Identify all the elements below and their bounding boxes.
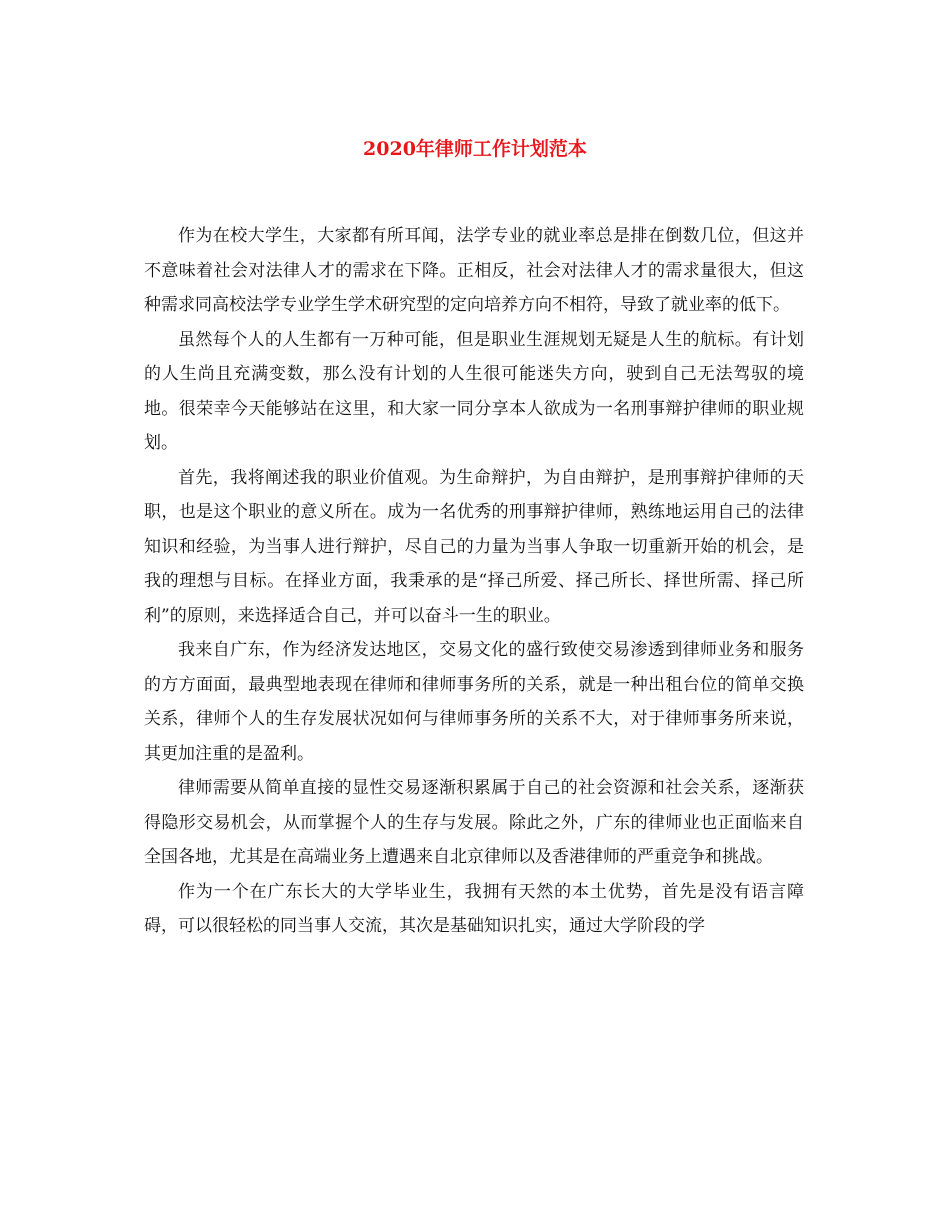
paragraph: 虽然每个人的人生都有一万种可能，但是职业生涯规划无疑是人生的航标。有计划的人生尚且充满变数，那么没有计划的人生很可能迷失方向，驶到自己无法驾驭的境地。很荣幸今天能够站在这里，和大家一同分享本人欲成为一名刑事辩护律师的职业规划。	[144, 329, 804, 453]
paragraph: 律师需要从简单直接的显性交易逐渐积累属于自己的社会资源和社会关系，逐渐获得隐形交易机会，从而掌握个人的生存与发展。除此之外，广东的律师业也正面临来自全国各地，尤其是在高端业务上遭遇来自北京律师以及香港律师的严重竞争和挑战。	[144, 778, 804, 867]
document-title: 2020年律师工作计划范本	[363, 138, 587, 160]
paragraph: 作为一个在广东长大的大学毕业生，我拥有天然的本土优势，首先是没有语言障碍，可以很轻松的同当事人交流，其次是基础知识扎实，通过大学阶段的学	[144, 881, 804, 936]
paragraph: 作为在校大学生，大家都有所耳闻，法学专业的就业率总是排在倒数几位，但这并不意味着社会对法律人才的需求在下降。正相反，社会对法律人才的需求量很大，但这种需求同高校法学专业学生学术研究型的定向培养方向不相符，导致了就业率的低下。	[144, 226, 804, 315]
document-body	[144, 219, 804, 944]
paragraph: 我来自广东，作为经济发达地区，交易文化的盛行致使交易渗透到律师业务和服务的方方面面，最典型地表现在律师和律师事务所的关系，就是一种出租台位的简单交换关系，律师个人的生存发展状况如何与律师事务所的关系不大，对于律师事务所来说，其更加注重的是盈利。	[144, 640, 804, 764]
paragraph: 首先，我将阐述我的职业价值观。为生命辩护，为自由辩护，是刑事辩护律师的天职，也是这个职业的意义所在。成为一名优秀的刑事辩护律师，熟练地运用自己的法律知识和经验，为当事人进行辩护，尽自己的力量为当事人争取一切重新开始的机会，是我的理想与目标。在择业方面，我秉承的是“择己所爱、择己所长、择世所需、择己所利”的原则，来选择适合自己，并可以奋斗一生的职业。	[144, 467, 804, 626]
